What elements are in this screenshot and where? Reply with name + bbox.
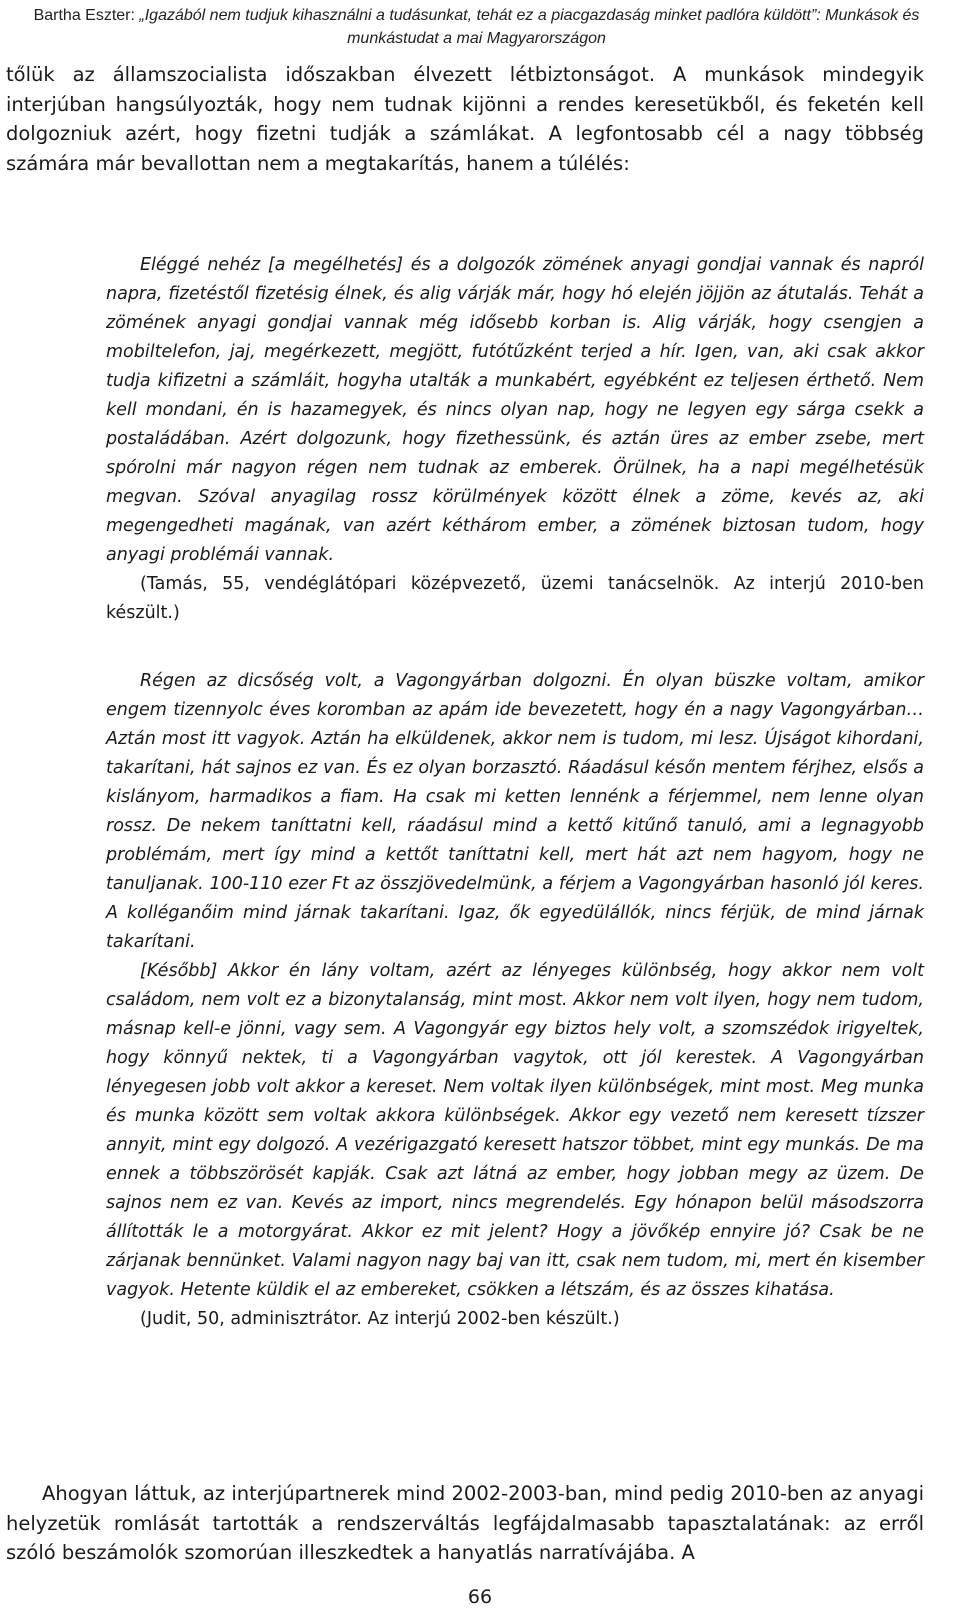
conclusion-paragraph: Ahogyan láttuk, az interjúpartnerek mind 2002-2003-ban, mind pedig 2010-ben az anyagi helyzetük romlását tartották a rendszerváltás legfájdalmasabb tapasztalatának: az erről szóló beszámolók szomorúan illeszkedtek a hanyatlás narratívájába. A (6, 1482, 924, 1564)
interview-quote-tamas (106, 251, 924, 628)
page-number: 66 (467, 1586, 493, 1608)
header-author: Bartha Eszter: (33, 7, 140, 24)
running-header (14, 4, 939, 50)
quote-judit-text-part-1: Régen az dicsőség volt, a Vagongyárban dolgozni. Én olyan büszke voltam, amikor engem tizennyolc éves koromban az apám ide bevezetett, hogy én a nagy Vagongyárban… Aztán most itt vagyok. Aztán ha elküldenek, akkor nem is tudom, mi lesz. Újságot kihordani, takarítani, hát sajnos ez van. És ez olyan borzasztó. Ráadásul későn mentem férjhez, elsős a kislányom, harmadikos a fiam. Ha csak mi ketten lennénk a férjemmel, nem lenne olyan rossz. De nekem taníttatni kell, ráadásul mind a kettő kitűnő tanuló, ami a legnagyobb problémám, mert így mind a kettőt taníttatni kell, mert hát azt nem hagyom, hogy ne tanuljanak. 100-110 ezer Ft az összjövedelmünk, a férjem a Vagongyárban hasonló jól keres. A kolléganőim mind járnak takarítani. Igaz, ők egyedülállók, nincs férjük, de mind járnak takarítani. (106, 671, 924, 952)
header-title: „Igazából nem tudjuk kihasználni a tudásunkat, tehát ez a piacgazdaság minket padlóra küldött”: Munkások és munkástudat a mai Magyarországon (139, 7, 920, 47)
intro-paragraph: tőlük az államszocialista időszakban élvezett létbiztonságot. A munkások mindegyik interjúban hangsúlyozták, hogy nem tudnak kijönni a rendes keresetükből, és feketén kell dolgozniuk azért, hogy fizetni tudják a számlákat. A legfontosabb cél a nagy többség számára már bevallottan nem a megtakarítás, hanem a túlélés: (6, 63, 924, 175)
quote-judit-text-part-2: [Később] Akkor én lány voltam, azért az lényeges különbség, hogy akkor nem volt családom, nem volt ez a bizonytalanság, mint most. Akkor nem volt ilyen, hogy nem tudom, másnap kell-e jönni, vagy sem. A Vagongyár egy biztos hely volt, a szomszédok irigyeltek, hogy könnyű nektek, ti a Vagongyárban vagytok, ott jól kerestek. A Vagongyárban lényegesen jobb volt akkor a kereset. Nem voltak ilyen különbségek, mint most. Meg munka és munka között sem voltak akkora különbségek. Akkor egy vezető nem keresett tízszer annyit, mint egy dolgozó. A vezérigazgató keresett hatszor többet, mint egy munkás. De ma ennek a többszörösét kapják. Csak azt látná az ember, hogy jobban megy az üzem. De sajnos nem ez van. Kevés az import, nincs megrendelés. Egy hónapon belül másodszorra állították le a motorgyárat. Akkor ez mit jelent? Hogy a jövőkép ennyire jó? Csak be ne zárjanak bennünket. Valami nagyon nagy baj van itt, csak nem tudom, mi, mert én kisember vagyok. Hetente küldik el az embereket, csökken a létszám, és az összes kihatása. (106, 961, 924, 1300)
quote-judit-attribution: (Judit, 50, adminisztrátor. Az interjú 2002-ben készült.) (140, 1309, 620, 1329)
quote-tamas-text: Eléggé nehéz [a megélhetés] és a dolgozók zömének anyagi gondjai vannak és napról napra, fizetéstől fizetésig élnek, és alig várják már, hogy hó elején jöjjön az átutalás. Tehát a zömének anyagi gondjai vannak még idősebb korban is. Alig várják, hogy csengjen a mobiltelefon, jaj, megérkezett, megjött, futótűzként terjed a hír. Igen, van, aki csak akkor tudja kifizetni a számláit, hogyha utalták a munkabért, egyébként ez teljesen érthető. Nem kell mondani, én is hazamegyek, és nincs olyan nap, hogy ne legyen egy sárga csekk a postaládában. Azért dolgozunk, hogy fizethessünk, és aztán üres az ember zsebe, mert spórolni már nagyon régen nem tudnak az emberek. Örülnek, ha a napi megélhetésük megvan. Szóval anyagilag rossz körülmények között élnek a zöme, kevés az, aki megengedheti magának, van azért kéthárom ember, a zömének biztosan tudom, hogy anyagi problémái vannak. (106, 255, 924, 565)
interview-quote-judit (106, 667, 924, 1334)
quote-tamas-attribution: (Tamás, 55, vendéglátópari középvezető, üzemi tanácselnök. Az interjú 2010-ben készült.) (106, 574, 924, 623)
